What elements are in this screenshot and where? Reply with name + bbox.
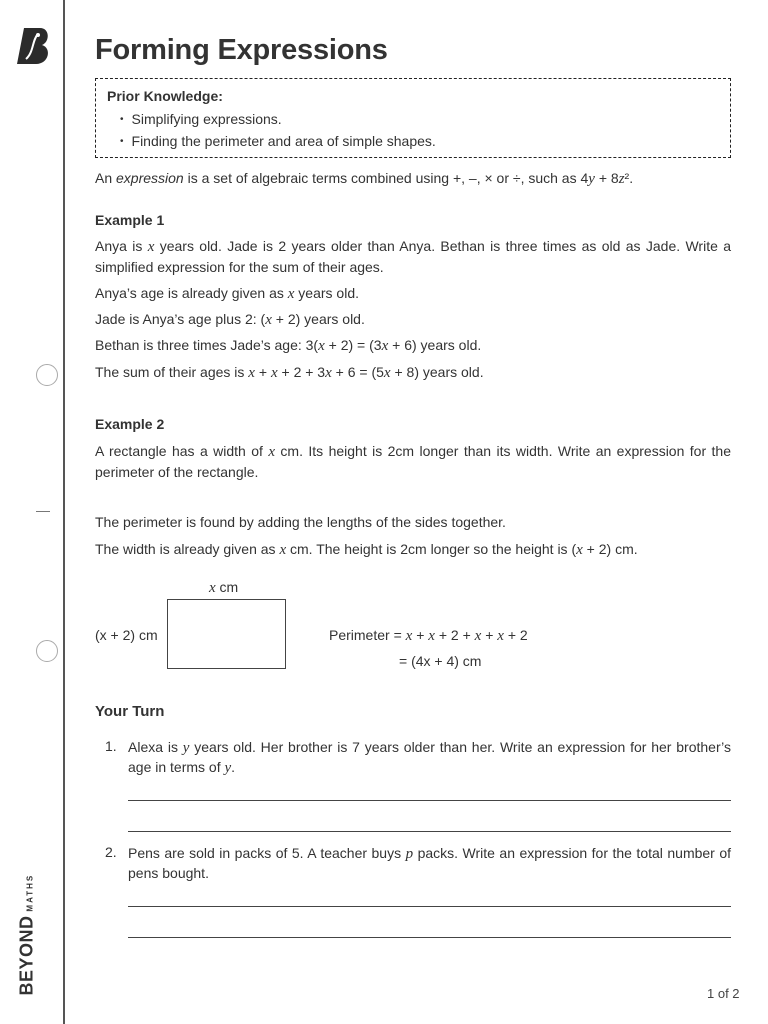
math-variable: x — [268, 444, 276, 460]
prior-knowledge-item: • Finding the perimeter and area of simple shapes. — [120, 133, 436, 149]
answer-line[interactable] — [128, 831, 731, 832]
math-variable: x — [383, 365, 391, 381]
example2-heading: Example 2 — [95, 416, 165, 432]
page-number: 1 of 2 — [707, 986, 740, 1001]
rectangle-diagram — [167, 599, 286, 669]
brand-logo — [12, 860, 46, 1000]
rectangle-width-label: x cm — [209, 579, 239, 596]
example2-step: The width is already given as x cm. The height is 2cm longer so the height is (x + 2) cm. — [95, 541, 638, 558]
math-variable: y — [224, 760, 232, 776]
your-turn-heading: Your Turn — [95, 703, 165, 720]
math-variable: x — [474, 628, 482, 644]
perimeter-line-1: Perimeter = x + x + 2 + x + x + 2 — [329, 627, 528, 644]
example2-question: A rectangle has a width of x cm. Its height is 2cm longer than its width. Write an expression for the perimeter of the rectangle. — [95, 443, 731, 480]
math-variable: x — [325, 365, 332, 381]
answer-line[interactable] — [128, 906, 731, 907]
intro-post: is a set of algebraic terms combined using +, –, × or ÷, such as 4y + 8z². — [183, 170, 634, 187]
math-variable: x — [405, 628, 413, 644]
punch-hole — [36, 364, 58, 386]
example1-heading: Example 1 — [95, 212, 165, 228]
margin-line — [63, 0, 65, 1024]
question-number: 2. — [105, 844, 117, 860]
example1-step: The sum of their ages is x + x + 2 + 3x + 6 = (5x + 8) years old. — [95, 364, 484, 381]
math-variable: x — [576, 542, 583, 558]
question-text: Alexa is y years old. Her brother is 7 years older than her. Write an expression for her brother’s age in terms of y. — [128, 739, 731, 776]
brand-sub: MATHS — [25, 873, 35, 912]
math-variable: x — [279, 542, 287, 558]
brand-name: BEYOND — [16, 915, 37, 996]
math-variable: x — [381, 338, 389, 354]
answer-line[interactable] — [128, 937, 731, 938]
prior-knowledge-box — [95, 78, 731, 158]
math-variable: x — [318, 338, 325, 354]
math-variable: x — [428, 628, 435, 644]
prior-knowledge-item: • Simplifying expressions. — [120, 111, 282, 127]
math-variable: x — [147, 239, 155, 255]
prior-knowledge-heading: Prior Knowledge: — [107, 88, 223, 104]
example1-step: Jade is Anya’s age plus 2: (x + 2) years old. — [95, 311, 365, 328]
question-text: Pens are sold in packs of 5. A teacher buys p packs. Write an expression for the total number of pens bought. — [128, 845, 732, 881]
answer-line[interactable] — [128, 800, 731, 801]
punch-hole — [36, 640, 58, 662]
fold-mark — [36, 511, 50, 512]
intro-pre: An — [95, 170, 117, 186]
math-variable: x — [287, 286, 295, 302]
math-variable: y — [588, 171, 595, 187]
rectangle-height-label: (x + 2) cm — [95, 627, 158, 643]
math-variable: y — [182, 740, 190, 756]
intro-term: expression — [116, 170, 184, 186]
beyond-logo-icon — [16, 26, 52, 66]
perimeter-line-2: = (4x + 4) cm — [399, 653, 482, 669]
example1-step: Anya’s age is already given as x years old. — [95, 285, 360, 302]
page-title: Forming Expressions — [95, 34, 388, 66]
question-number: 1. — [105, 738, 117, 754]
math-variable: x — [209, 580, 216, 596]
math-variable: x — [270, 365, 278, 381]
example1-question: Anya is x years old. Jade is 2 years older than Anya. Bethan is three times as old as Jade. Write a simplified expression for the sum of their ages. — [95, 238, 731, 275]
math-variable: z — [618, 171, 625, 187]
math-variable: x — [248, 365, 255, 381]
math-variable: x — [497, 628, 504, 644]
intro-text — [95, 169, 731, 190]
math-variable: x — [265, 312, 272, 328]
math-variable: p — [405, 846, 414, 862]
example2-step: The perimeter is found by adding the lengths of the sides together. — [95, 514, 506, 530]
example1-step: Bethan is three times Jade’s age: 3(x + 2) = (3x + 6) years old. — [95, 337, 482, 354]
